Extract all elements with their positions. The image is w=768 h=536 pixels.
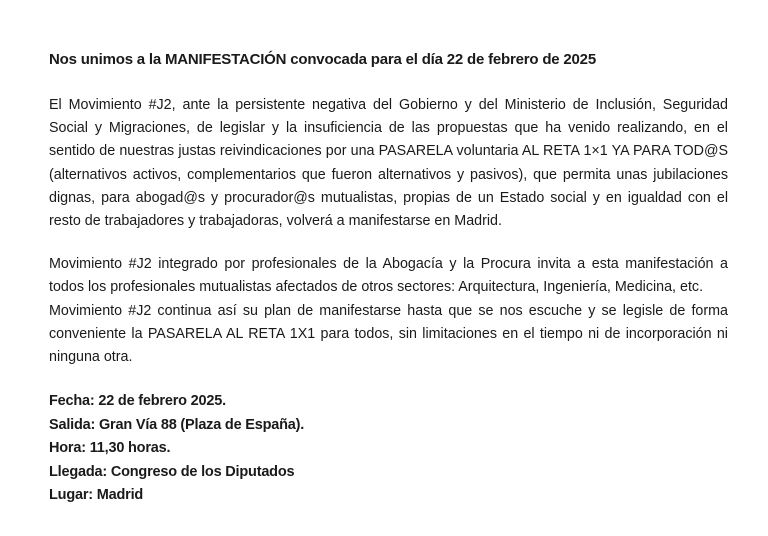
paragraph-invitation: Movimiento #J2 integrado por profesionales de la Abogacía y la Procura invita a esta manifestación a todos los profesionales mutualistas afectados de otros sectores: Arquitectura, Ingeniería, Medicina, etc. [49,256,728,296]
event-departure: Salida: Gran Vía 88 (Plaza de España). [49,416,305,433]
event-details [49,390,728,508]
article-heading: Nos unimos a la MANIFESTACIÓN convocada para el día 22 de febrero de 2025 [49,51,596,68]
event-time: Hora: 11,30 horas. [49,440,171,457]
paragraph-intro: El Movimiento #J2, ante la persistente negativa del Gobierno y del Ministerio de Inclusión, Seguridad Social y Migraciones, de legislar y la insuficiencia de las propuestas que ha venido realizando, en el sentido de nuestras justas reivindicaciones por una PASARELA voluntaria AL RETA 1×1 YA PARA TOD@S (alternativos activos, complementarios que fueron alternativos y pasivos), que permita unas jubilaciones dignas, para abogad@s y procurador@s mutualistas, propias de un Estado social y en igualdad con el resto de trabajadores y trabajadoras, volverá a manifestarse en Madrid. [49,97,728,230]
paragraph-plan: Movimiento #J2 continua así su plan de manifestarse hasta que se nos escuche y se legisle de forma conveniente la PASARELA AL RETA 1X1 para todos, sin limitaciones en el tiempo ni de incorporación ni ninguna otra. [49,302,728,366]
event-location: Lugar: Madrid [49,487,144,504]
event-date: Fecha: 22 de febrero 2025. [49,393,226,410]
event-arrival: Llegada: Congreso de los Diputados [49,463,295,480]
paragraph-spacer [49,233,728,253]
